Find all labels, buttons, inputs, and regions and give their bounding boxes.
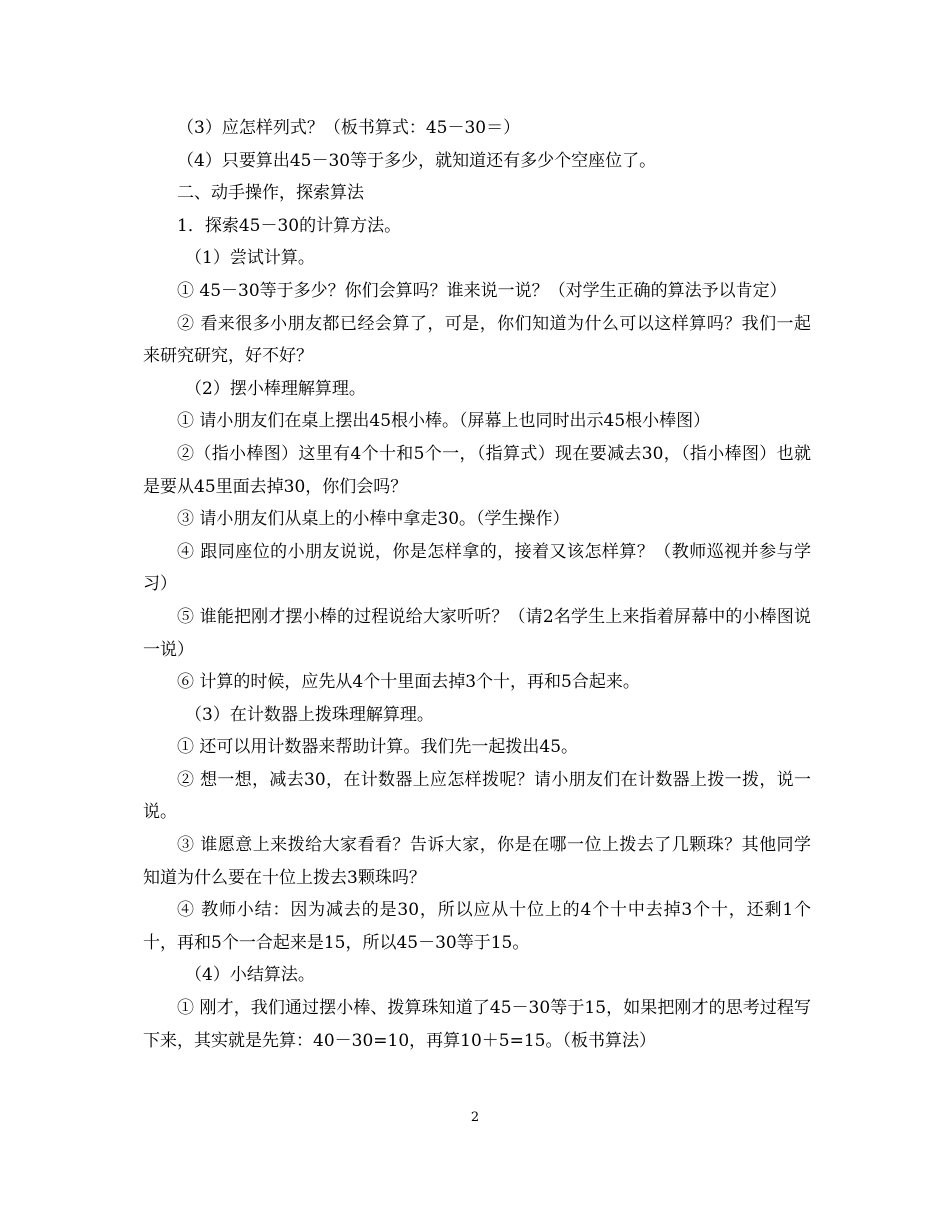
paragraph: ② 看来很多小朋友都已经会算了，可是，你们知道为什么可以这样算吗？我们一起来研究研究，好不好？ (143, 313, 811, 367)
paragraph: （3）应怎样列式？（板书算式：45－30＝） (177, 118, 521, 138)
document-body (143, 112, 811, 1057)
step-heading: （1）尝试计算。 (185, 248, 315, 269)
paragraph: （4）只要算出45－30等于多少，就知道还有多少个空座位了。 (177, 150, 657, 171)
subsection-heading: 1．探索45－30的计算方法。 (177, 215, 402, 236)
paragraph: ③ 请小朋友们从桌上的小棒中拿走30。（学生操作） (177, 509, 570, 530)
paragraph: ① 请小朋友们在桌上摆出45根小棒。（屏幕上也同时出示45根小棒图） (177, 411, 711, 432)
paragraph: ③ 谁愿意上来拨给大家看看？告诉大家，你是在哪一位上拨去了几颗珠？其他同学知道为什么要在十位上拨去3颗珠吗？ (143, 835, 811, 888)
section-heading: 二、动手操作，探索算法 (177, 183, 364, 204)
step-heading: （3）在计数器上拨珠理解算理。 (185, 704, 434, 725)
paragraph: ④ 教师小结：因为减去的是30，所以应从十位上的4个十中去掉3个十，还剩1个十，再和5个一合起来是15，所以45－30等于15。 (143, 900, 811, 953)
paragraph: ②（指小棒图）这里有4个十和5个一，（指算式）现在要减去30，（指小棒图）也就是要从45里面去掉30，你们会吗？ (143, 443, 811, 497)
paragraph: ⑤ 谁能把刚才摆小棒的过程说给大家听听？（请2名学生上来指着屏幕中的小棒图说一说） (143, 606, 811, 660)
step-heading: （2）摆小棒理解算理。 (185, 378, 366, 399)
paragraph: ⑥ 计算的时候，应先从4个十里面去掉3个十，再和5合起来。 (177, 672, 640, 693)
paragraph: ④ 跟同座位的小朋友说说，你是怎样拿的，接着又该怎样算？（教师巡视并参与学习） (143, 541, 811, 595)
paragraph: ① 刚才，我们通过摆小棒、拨算珠知道了45－30等于15，如果把刚才的思考过程写下来，其实就是先算：40－30=10，再算10＋5=15。（板书算法） (143, 998, 811, 1051)
page-number: 2 (470, 1110, 480, 1125)
step-heading: （4）小结算法。 (185, 965, 315, 986)
paragraph: ② 想一想，减去30，在计数器上应怎样拨呢？请小朋友们在计数器上拨一拨，说一说。 (143, 769, 811, 823)
paragraph: ① 45－30等于多少？你们会算吗？谁来说一说？（对学生正确的算法予以肯定） (177, 280, 787, 301)
paragraph: ① 还可以用计数器来帮助计算。我们先一起拨出45。 (177, 737, 579, 758)
